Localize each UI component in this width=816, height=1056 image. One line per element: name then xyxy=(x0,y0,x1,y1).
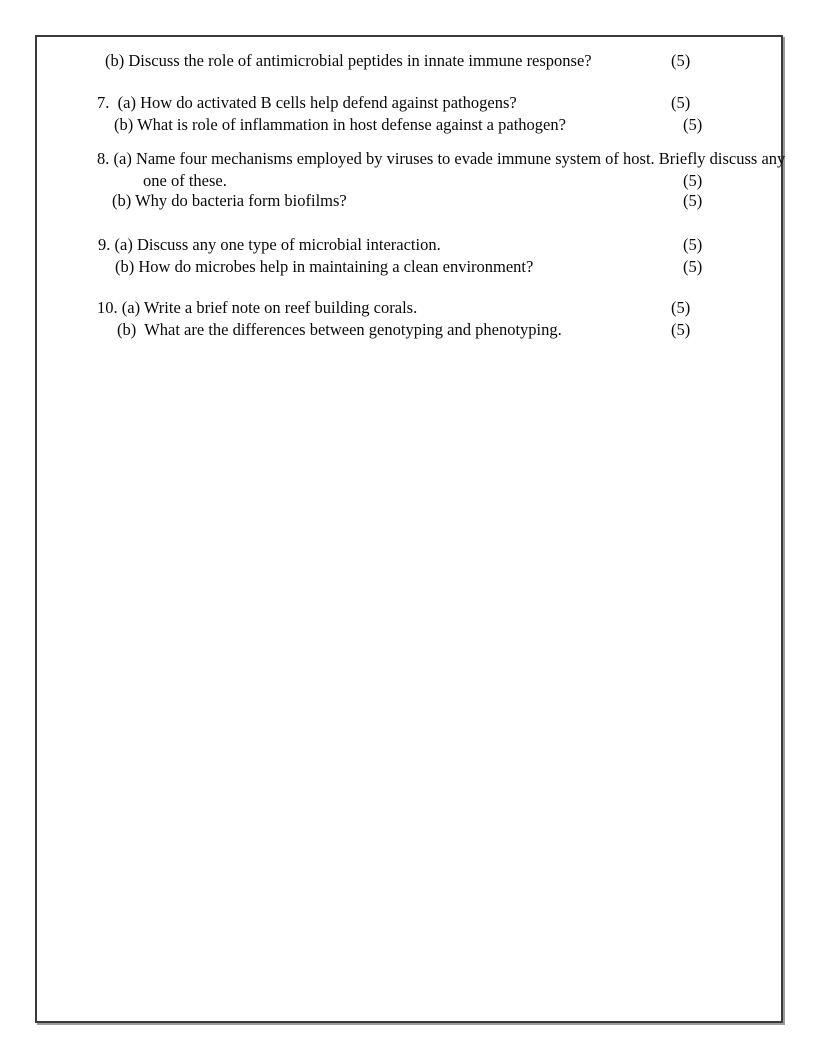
question-line xyxy=(37,148,786,169)
question-text: (b) Why do bacteria form biofilms? xyxy=(112,191,347,210)
question-text: one of these. xyxy=(143,171,227,190)
question-line xyxy=(37,234,781,255)
marks-value: (5) xyxy=(683,191,703,210)
question-line xyxy=(37,50,781,71)
marks-value: (5) xyxy=(671,320,691,339)
question-text: 9. (a) Discuss any one type of microbial interaction. xyxy=(98,235,441,254)
question-text: 10. (a) Write a brief note on reef building corals. xyxy=(97,298,418,317)
question-line xyxy=(37,170,781,191)
question-text: (b) What is role of inflammation in host defense against a pathogen? xyxy=(114,115,566,134)
marks-value: (5) xyxy=(671,93,691,112)
question-text: (b) How do microbes help in maintaining a clean environment? xyxy=(115,257,534,276)
question-line xyxy=(37,256,781,277)
question-line xyxy=(37,190,781,211)
question-line xyxy=(37,319,781,340)
question-line xyxy=(37,114,781,135)
marks-value: (5) xyxy=(671,298,691,317)
marks-value: (5) xyxy=(683,115,703,134)
marks-value: (5) xyxy=(671,51,691,70)
marks-value: (5) xyxy=(683,235,703,254)
question-text: (b) Discuss the role of antimicrobial peptides in innate immune response? xyxy=(105,51,592,70)
question-text: 7. (a) How do activated B cells help defend against pathogens? xyxy=(97,93,517,112)
marks-value: (5) xyxy=(683,257,703,276)
question-line xyxy=(37,297,781,318)
question-text: 8. (a) Name four mechanisms employed by viruses to evade immune system of host. Briefly discuss any xyxy=(97,149,786,168)
marks-value: (5) xyxy=(683,171,703,190)
page-border-frame xyxy=(35,35,786,1023)
question-text: (b) What are the differences between genotyping and phenotyping. xyxy=(117,320,562,339)
question-line xyxy=(37,92,781,113)
